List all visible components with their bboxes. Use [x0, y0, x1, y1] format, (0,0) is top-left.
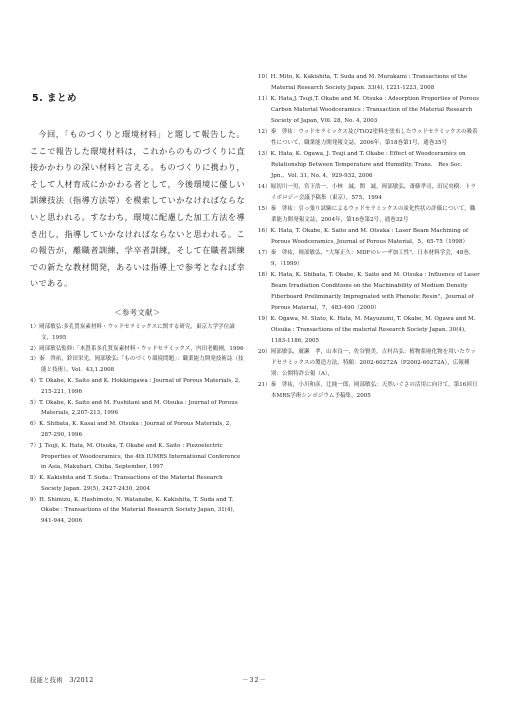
reference-item: 2）岡部敏弘監修:「木質系多孔質炭素材料・ウッドセラミックス，内田老鶴圃，1996	[30, 345, 244, 352]
reference-item: 19）K. Ogawa, M. Stato, K. Hata, M. Mayuzumi, T. Okabe, M. Ogawa and M. Otsuka : Transactions of the material Research Society Japan, 30(4), 1183-1186, 2005	[258, 316, 476, 344]
reference-item: 7）J. Tsuji, K. Hata, M. Otsuka, T. Okabe and K. Saito : Piezoelectric Properties of Woodceramics, the 4th IUMRS International Conference in Asia, Makuhari, Chiba, September, 1997	[30, 442, 241, 471]
reference-item: 5）T. Okabe, K. Saito and M. Fushitani and M. Otsuka : Journal of Porous Materials, 2,207-213, 1996	[30, 399, 238, 417]
reference-item: 21）秦 啓祐，小川和彦，辻純一郎，岡部敏弘：天然いぐさの活用に向けて，第16回日本MRS学術シンポジウム予稿集，2005	[258, 382, 478, 399]
reference-item: 18）K. Hata, K. Shibata, T. Okabe, K. Saito and M. Otsuka : Influence of Laser Beam Irradiation Conditions on the Machinability of Medium Density Fiberboard Preliminarily Impregnated with Phenolic Resin"，Journal of Porous Material，7，483-490（2000）	[258, 272, 480, 311]
references-heading: ＜参考文献＞	[114, 307, 161, 317]
reference-item: 4）T. Okabe, K. Saito and K. Hokkirigawa : Journal of Porous Materials, 2, 215-221, 1996	[30, 377, 241, 395]
reference-item: 15）秦 啓祐：引っ張り試験によるウッドセラミックスの炭化性状の評価について，職業能力開発報文誌，2004年，第16巻第2号，通巻32号	[258, 206, 476, 223]
reference-item: 17）秦 啓祐，岡部敏弘，"大塚正久：MDFのレーザ加工性"，日本材料学会，48巻，9，（1999）	[258, 250, 475, 267]
left-column	[30, 90, 245, 527]
reference-item: 12）秦 啓祐：ウッドセラミックス及びTiO2塗料を塗布したウッドセラミックスの吸着性について，職業能力開発報文誌，2006年，第18巻第1号，通巻35号	[258, 129, 478, 146]
reference-item: 1）岡部敏弘:多孔質炭素材料・ウッドセラミックスに関する研究，東京大学学位論文，1995	[30, 323, 235, 341]
reference-item: 9）H. Shimizu, K. Hashimoto, N. Watanabe, K. Kakishita, T. Suda and T. Okabe : Transactions of the Material Research Society Japan, 31(4), 941-944, 2006	[30, 496, 235, 525]
reference-item: 10）H. Mito, K. Kakishita, T. Suda and M. Murakami : Transactions of the Material Research Society Japan. 33(4), 1221-1223, 2008	[258, 74, 468, 91]
footer-page-number: －32－	[242, 677, 267, 684]
references-list-left	[30, 322, 245, 527]
reference-item: 11）K. Hata,J. Tsuji,T. Okabe and M. Otsuka : Adsorption Properties of Porous Carbon Material Woodceramics : Transaction of the Material Research Society of Japan, V0l. 28, No. 4, 2003	[258, 96, 479, 124]
right-column	[258, 72, 480, 402]
section-title: 5. まとめ	[32, 93, 78, 104]
reference-item: 20）岡部敏弘，廣瀬 孝，山本良一，佐谷賢美，吉村昌弘：植物系廃化物を用いたウッドセラミックスの製造方法，特願：2002-60272A（P2002-60272A），広報種別：公開特許公報（A），	[258, 349, 476, 377]
reference-item: 3）秦 啓祐，鈴田栄光，岡部敏弘:「ものづくり環境問題」：職業能力開発技術誌（技能と技術），Vol．43,1.2008	[30, 356, 244, 374]
footer-journal: 技能と技術 3/2012	[30, 677, 94, 684]
reference-item: 14）堀切川一男，宮下浩一，小林 誠，関 誠，岡部敏弘，斎藤孝司，田尻央樹：トライボロジー会議予稿集（東京），575，1994	[258, 184, 477, 201]
references-list-right	[258, 72, 480, 402]
reference-item: 13）K. Hata, K. Ogawa, J. Tsuji and T. Okabe : Effect of Woodceramics on Relationship Between Temperature and Humidity. Trans. Res Soc. Jpn.，Vol. 31, No. 4，929-932, 2006	[258, 151, 468, 179]
summary-paragraph: 今回，「ものづくりと環境材料」と題して報告した。ここで報告した環境材料は，これからのものづくりに直接かかわりの深い材料と言える。ものづくりに携わり，そして人材育成にかかわる者として，今後環境に優しい訓練技法（指導方法等）を模索していかなければならないと思われる。すなわち，環境に配慮した加工方法を導き出し，指導していかなければならないと思われる。この報告が，離職者訓練，学卒者訓練，そして在職者訓練での新たな教材開発，あるいは指導上で参考となれば幸いである。	[30, 129, 245, 289]
reference-item: 16）K. Hata, T. Okabe, K. Saito and M. Otsuka : Laser Beam Machining of Porous Woodceramics, Journal of Porous Material，5，65-75（1998）	[258, 228, 469, 245]
reference-item: 6）K. Shibata, K. Kasai and M. Otsuka : Journal of Porous Materials, 2, 287-290, 1996	[30, 421, 232, 438]
reference-item: 8）K. Kakishita and T. Suda.: Transactions of the Material Research Society Japan. 29(5), 2427-2430, 2004	[30, 475, 223, 492]
